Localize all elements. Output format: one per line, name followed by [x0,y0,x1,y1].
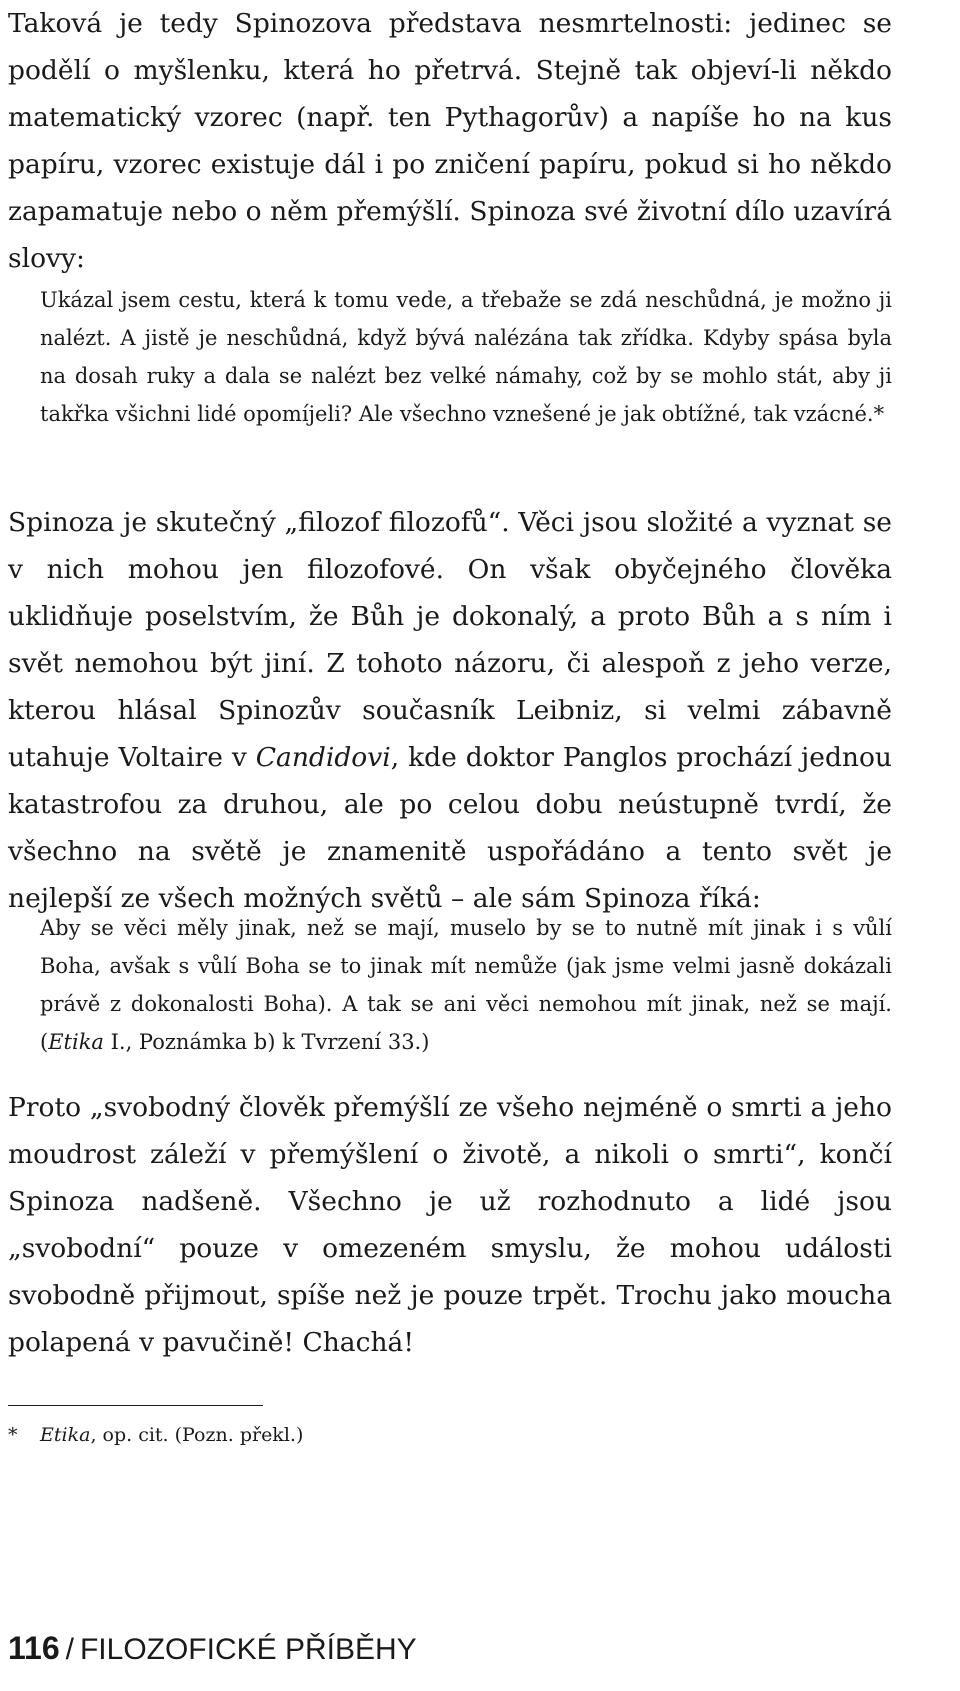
quote-text-before: Aby se věci měly jinak, než se mají, muselo by se to nutně mít jinak i s vůlí Boha, avšak s vůlí Boha se to jinak mít nemůže (jak jsme velmi jasně dokázali právě z dokonalosti Boha). A tak se ani věci nemohou mít jinak, než se mají. ( [40,916,892,1054]
page-folio [8,1628,417,1670]
paragraph-text-after: , kde doktor Panglos prochází jednou katastrofou za druhou, ale po celou dobu neústupně tvrdí, že všechno na světě je znamenitě uspořádáno a tento svět je nejlepší ze všech možných světů – ale sám Spinoza říká: [8,742,892,914]
footnote [8,1421,303,1449]
block-quote-ethics-ending: Ukázal jsem cestu, která k tomu vede, a třebaže se zdá neschůdná, je možno ji nalézt. A jistě je neschůdná, když bývá nalézána tak zřídka. Kdyby spása byla na dosah ruky a dala se nalézt bez velké námahy, což by se mohlo stát, aby ji takřka všichni lidé opomíjeli? Ale všechno vznešené je jak obtížné, tak vzácné.* [40,288,892,426]
paragraph-immortality: Taková je tedy Spinozova představa nesmrtelnosti: jedinec se podělí o myšlenku, která ho přetrvá. Stejně tak objeví-li někdo matematický vzorec (např. ten Pythagorův) a napíše ho na kus papíru, vzorec existuje dál i po zničení papíru, pokud si ho někdo zapamatuje nebo o něm přemýšlí. Spinoza své životní dílo uzavírá slovy: [8,8,892,274]
footnote-work-title: Etika [40,1424,91,1446]
book-title: FILOZOFICKÉ PŘÍBĚHY [79,1633,417,1666]
paragraph-free-man: Proto „svobodný člověk přemýšlí ze všeho nejméně o smrti a jeho moudrost záleží v přemýšlení o životě, a nikoli o smrti“, končí Spinoza nadšeně. Všechno je už rozhodnuto a lidé jsou „svobodní“ pouze v omezeném smyslu, že mohou události svobodně přijmout, spíše než je pouze trpět. Trochu jako moucha polapená v pavučině! Chachá! [8,1092,892,1358]
page-number: 116 [8,1630,60,1666]
quote-text-after: I., Poznámka b) k Tvrzení 33.) [103,1030,430,1054]
paragraph-text-before: Spinoza je skutečný „filozof filozofů“. Věci jsou složité a vyznat se v nich mohou jen filozofové. On však obyčejného člověka uklidňuje poselstvím, že Bůh je dokonalý, a proto Bůh a s ním i svět nemohou být jiní. Z tohoto názoru, či alespoň z jeho verze, kterou hlásal Spinozův současník Leibniz, si velmi zábavně utahuje Voltaire v [8,507,892,773]
folio-separator: / [65,1633,74,1666]
footnote-mark: * [8,1424,18,1446]
footnote-text: , op. cit. (Pozn. překl.) [90,1424,304,1446]
paragraph-philosopher-of-philosophers [8,499,892,922]
candide-title: Candidovi [255,742,391,773]
ethics-title: Etika [48,1030,104,1054]
block-quote-ethics-proposition [40,909,892,1061]
footnote-rule [8,1405,263,1406]
